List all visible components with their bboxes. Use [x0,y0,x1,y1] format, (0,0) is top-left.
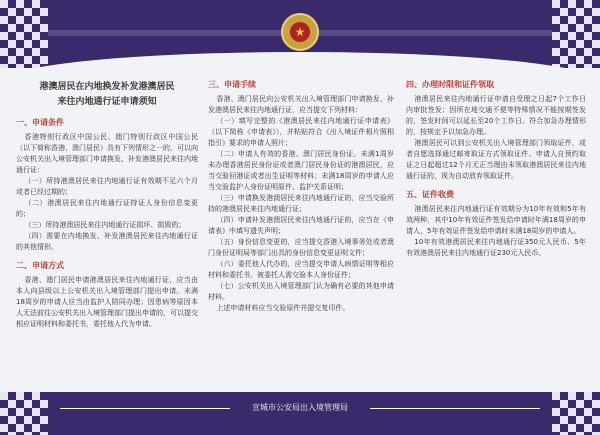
checker-cell [576,40,584,48]
checker-cell [32,48,40,56]
document-body [0,72,600,392]
checker-cell [552,16,560,24]
checker-cell [552,424,560,432]
checker-cell [0,56,8,64]
checker-cell [592,48,600,56]
checker-cell [560,392,568,400]
checker-cell [592,0,600,8]
checker-cell [576,56,584,64]
checker-cell [16,24,24,32]
checker-cell [568,16,576,24]
checker-cell [576,24,584,32]
checker-cell [576,0,584,8]
checker-cell [32,0,40,8]
checker-cell [584,64,592,68]
checker-cell [560,0,568,8]
checker-cell [16,416,24,424]
checker-cell [8,392,16,400]
column-1 [16,72,198,330]
checker-cell [16,8,24,16]
checker-cell [24,8,32,16]
checker-cell [576,48,584,56]
checker-cell [568,8,576,16]
paragraph: 上述申请材料应当交验原件并提交复印件。 [216,304,350,312]
checker-cell [0,424,8,432]
checker-cell [32,40,40,48]
checker-cell [584,48,592,56]
checker-cell [552,392,560,400]
checker-cell [592,32,600,40]
paragraph: （二）申请人有效的香港、澳门居民身份证。未满1周岁未办理香港居民身份证或者澳门居民身份证的港澳居民，应当交验回港证或者出生证明等材料；未满18周岁的申请人应当交验监护人身份证明原件、监护关系证明； [208,150,394,191]
paragraph: （一）所持港澳居民来往内地通行证有效期不足六个月或者已经过期的； [16,177,198,196]
checker-cell [24,48,32,56]
checker-cell [40,56,48,64]
checker-cell [568,64,576,68]
checker-cell [40,24,48,32]
checker-cell [560,32,568,40]
checker-cell [40,0,48,8]
police-emblem-icon: ★ [281,13,319,51]
checker-cell [24,424,32,432]
checker-cell [592,24,600,32]
checker-cell [560,16,568,24]
checker-cell [552,40,560,48]
checker-cell [552,24,560,32]
checker-pattern [0,0,48,68]
section-heading: 五、证件收费 [406,190,454,199]
checker-cell [584,416,592,424]
section-heading: 二、申请方式 [16,261,64,270]
paragraph: 香港、澳门居民向公安机关出入境管理部门申请换发、补发港澳居民来往内地通行证，应当提交下列材料： [208,95,394,114]
checker-cell [24,16,32,24]
checker-cell [16,0,24,8]
paragraph: （五）身份信息变更的，应当提交香港入境事务处或者澳门身份证明局等部门出具的身份信息变更证明文件； [208,238,394,257]
checker-cell [552,32,560,40]
checker-cell [40,392,48,400]
checker-cell [584,40,592,48]
footer-banner [0,392,600,435]
checker-cell [16,32,24,40]
checker-cell [584,424,592,432]
paragraph: （三）申请换发港澳居民来往内地通行证的，应当交验所持的港澳居民来往内地通行证； [208,194,394,213]
checker-cell [8,16,16,24]
checker-cell [24,32,32,40]
checker-cell [24,56,32,64]
paragraph: 香港、澳门居民申请港澳居民来往内地通行证，应当由本人向县级以上公安机关出入境管理部门提出申请。未满18周岁的申请人应当由监护人陪同办理；因患病等原因本人无法前往公安机关出入境管理部门提出申请的，可以提交相应证明材料和委托书，委托他人代为申请。 [16,276,198,328]
paragraph: （四）需要在内地换发、补发港澳居民来往内地通行证的其他情形。 [16,232,198,251]
checker-pattern [552,0,600,68]
checker-cell [0,416,8,424]
checker-cell [592,64,600,68]
section-heading: 一、申请条件 [16,118,64,127]
checker-cell [8,416,16,424]
checker-cell [568,424,576,432]
checker-cell [8,56,16,64]
paragraph: 港澳居民来往内地通行证有效期分为10年有效和5年有效两种，其中10年有效证件签发给申请时年满18周岁的申请人，5年有效证件签发给申请时未满18周岁的申请人。 [406,205,586,235]
checker-cell [24,416,32,424]
paragraph: （六）委托他人代办的，应当提交申请人病情证明等相应材料和委托书，被委托人需交验本人身份证件； [208,260,394,279]
checker-cell [592,16,600,24]
checker-cell [16,16,24,24]
checker-cell [576,424,584,432]
checker-cell [584,16,592,24]
checker-cell [0,64,8,68]
checker-cell [576,64,584,68]
checker-cell [576,32,584,40]
checker-cell [576,392,584,400]
checker-cell [568,48,576,56]
checker-cell [0,32,8,40]
checker-cell [16,56,24,64]
checker-cell [568,40,576,48]
checker-cell [592,56,600,64]
paragraph: （七）公安机关出入境管理部门认为确有必要的其他申请材料。 [208,282,394,301]
checker-cell [576,16,584,24]
checker-cell [32,56,40,64]
checker-cell [592,392,600,400]
checker-cell [568,392,576,400]
checker-cell [24,0,32,8]
checker-cell [32,24,40,32]
checker-cell [568,416,576,424]
checker-cell [0,24,8,32]
checker-cell [40,32,48,40]
checker-cell [584,8,592,16]
checker-cell [0,40,8,48]
checker-cell [8,424,16,432]
paragraph: （二）港澳居民来往内地通行证持证人身份信息变更的； [16,199,198,218]
paragraph: 香港特别行政区中国公民、澳门特别行政区中国公民（以下简称香港、澳门居民）具有下列情形之一的，可以向公安机关出入境管理部门申请换发、补发港澳居民来往内地通行证： [16,133,198,174]
checker-cell [32,424,40,432]
checker-cell [592,8,600,16]
checker-cell [8,8,16,16]
checker-cell [8,48,16,56]
checker-cell [40,48,48,56]
section-heading: 三、申请手续 [208,80,256,89]
checker-cell [16,392,24,400]
checker-cell [16,424,24,432]
checker-cell [560,40,568,48]
checker-cell [0,392,8,400]
checker-cell [8,40,16,48]
checker-cell [16,48,24,56]
section-heading: 四、办理时限和证件领取 [406,80,494,89]
page-title: 港澳居民在内地换发补发港澳居民 来往内地通行证申请须知 [39,82,175,107]
checker-cell [584,392,592,400]
checker-cell [40,16,48,24]
checker-cell [8,24,16,32]
paragraph: 港澳居民来往内地通行证申请自受理之日起7个工作日内审批签发；因所在地交通不便等特殊情况不能按期签发的，签发时间可以延长至20个工作日。符合加急办理情形的，按规定予以加急办理。 [406,95,586,136]
column-2 [208,72,394,314]
checker-cell [560,48,568,56]
checker-cell [8,64,16,68]
checker-cell [32,32,40,40]
checker-cell [40,40,48,48]
checker-cell [8,32,16,40]
checker-cell [560,416,568,424]
checker-cell [592,40,600,48]
checker-cell [568,24,576,32]
checker-cell [552,416,560,424]
checker-cell [40,416,48,424]
checker-cell [32,16,40,24]
checker-cell [584,56,592,64]
checker-cell [576,416,584,424]
paragraph: 10年有效港澳居民来往内地通行证350元人民币、5年有效港澳居民来往内地通行证230元人民币。 [406,238,586,257]
checker-cell [592,424,600,432]
checker-cell [16,40,24,48]
paragraph: （四）申请补发港澳居民来往内地通行证的，应当在《申请表》中填写遗失声明； [208,216,394,235]
column-3 [406,72,586,259]
paragraph: （一）填写完整的《港澳居民来往内地通行证申请表》（以下简称《申请表》），并粘贴符合《出入境证件相片照相指引》要求的申请人照片； [208,117,394,147]
checker-cell [552,8,560,16]
checker-cell [584,24,592,32]
checker-cell [568,32,576,40]
checker-cell [16,64,24,68]
paragraph: （三）所持港澳居民来往内地通行证损坏、损毁的； [24,221,186,229]
checker-cell [560,24,568,32]
checker-cell [576,8,584,16]
checker-cell [552,56,560,64]
checker-cell [0,48,8,56]
checker-cell [592,416,600,424]
checker-cell [560,424,568,432]
checker-cell [568,0,576,8]
checker-cell [40,424,48,432]
header-banner [0,0,600,68]
checker-cell [0,16,8,24]
checker-cell [40,8,48,16]
checker-cell [560,8,568,16]
footer-org-name: 宣城市公安局出入境管理局 [252,403,348,412]
checker-cell [568,56,576,64]
paragraph: 港澳居民可以到公安机关出入境管理部门领取证件，或者自愿选择通过邮寄取证方式领取证件。申请人自预约取证之日起超过12个月无正当理由未领取港澳居民来往内地通行证的，视为自动放弃领取证件。 [406,139,586,180]
checker-cell [552,0,560,8]
checker-cell [24,24,32,32]
checker-cell [24,392,32,400]
checker-cell [32,416,40,424]
checker-cell [24,40,32,48]
checker-cell [0,8,8,16]
header-curve [0,52,600,68]
checker-cell [32,8,40,16]
checker-cell [584,0,592,8]
checker-cell [560,56,568,64]
checker-cell [552,48,560,56]
checker-cell [8,0,16,8]
checker-cell [24,64,32,68]
checker-cell [32,392,40,400]
checker-cell [0,0,8,8]
checker-cell [584,32,592,40]
